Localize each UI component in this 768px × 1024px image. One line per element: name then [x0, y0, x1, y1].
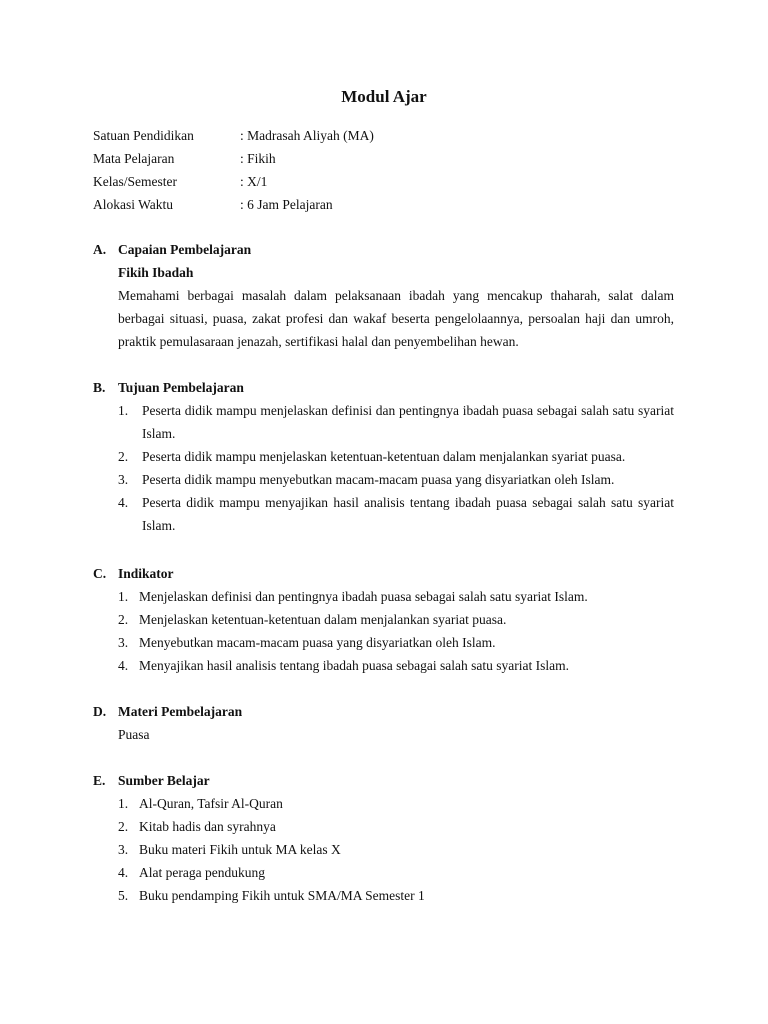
section-heading [93, 562, 674, 585]
list-text: Peserta didik mampu menyebutkan macam-macam puasa yang disyariatkan oleh Islam. [142, 472, 615, 487]
section-heading [93, 769, 674, 792]
section-subtitle: Fikih Ibadah [118, 265, 194, 280]
list-text: Alat peraga pendukung [139, 865, 265, 880]
identity-value: : Fikih [240, 151, 276, 166]
identity-value: : 6 Jam Pelajaran [240, 197, 333, 212]
list-number: 4. [118, 658, 129, 673]
section-heading [93, 238, 674, 261]
identity-value: : X/1 [240, 174, 268, 189]
section-indikator [93, 562, 674, 677]
section-title: Capaian Pembelajaran [118, 242, 252, 257]
list-text: Menyebutkan macam-macam puasa yang disyariatkan oleh Islam. [139, 635, 496, 650]
identity-label: Satuan Pendidikan [93, 128, 194, 143]
document-title: Modul Ajar [341, 87, 427, 106]
list-text: Menjelaskan ketentuan-ketentuan dalam menjalankan syariat puasa. [139, 612, 507, 627]
section-tujuan-pembelajaran [93, 376, 674, 537]
identity-row [93, 124, 693, 147]
list-number: 2. [118, 612, 129, 627]
list-item [118, 585, 674, 608]
section-sumber-belajar [93, 769, 674, 907]
section-letter: E. [93, 773, 106, 788]
list-text: Kitab hadis dan syrahnya [139, 819, 276, 834]
list-item [118, 399, 674, 445]
identity-label: Kelas/Semester [93, 174, 177, 189]
numbered-list [118, 792, 674, 907]
list-number: 3. [118, 472, 129, 487]
list-number: 3. [118, 842, 129, 857]
list-item [118, 468, 674, 491]
list-number: 1. [118, 589, 129, 604]
list-text: Al-Quran, Tafsir Al-Quran [139, 796, 283, 811]
list-text: Buku materi Fikih untuk MA kelas X [139, 842, 341, 857]
list-number: 4. [118, 865, 129, 880]
section-title: Materi Pembelajaran [118, 704, 243, 719]
list-number: 5. [118, 888, 129, 903]
list-item [118, 654, 674, 677]
identity-label: Alokasi Waktu [93, 197, 174, 212]
list-text: Buku pendamping Fikih untuk SMA/MA Semester 1 [139, 888, 425, 903]
list-text: Peserta didik mampu menjelaskan definisi dan pentingnya ibadah puasa sebagai salah satu syariat Islam. [142, 403, 674, 441]
list-number: 1. [118, 403, 129, 418]
numbered-list [118, 399, 674, 537]
section-letter: B. [93, 380, 106, 395]
list-text: Menjelaskan definisi dan pentingnya ibadah puasa sebagai salah satu syariat Islam. [139, 589, 588, 604]
list-number: 2. [118, 819, 129, 834]
identity-row [93, 193, 693, 216]
list-item [118, 445, 674, 468]
list-item [118, 815, 674, 838]
section-title: Tujuan Pembelajaran [118, 380, 244, 395]
section-paragraph: Memahami berbagai masalah dalam pelaksanaan ibadah yang mencakup thaharah, salat dalam berbagai situasi, puasa, zakat profesi dan wakaf beserta pengelolaannya, persoalan haji dan umroh, praktik pemulasaraan jenazah, sertifikasi halal dan penyembelihan hewan. [118, 288, 674, 349]
list-number: 1. [118, 796, 129, 811]
identity-row [93, 170, 693, 193]
list-number: 4. [118, 495, 129, 510]
list-item [118, 491, 674, 537]
identity-label: Mata Pelajaran [93, 151, 175, 166]
section-heading [93, 376, 674, 399]
section-title: Sumber Belajar [118, 773, 210, 788]
numbered-list [118, 585, 674, 677]
identity-value: : Madrasah Aliyah (MA) [240, 128, 374, 143]
list-item [118, 884, 674, 907]
section-text: Puasa [118, 727, 150, 742]
section-capaian-pembelajaran [93, 238, 674, 353]
section-title: Indikator [118, 566, 174, 581]
identity-row [93, 147, 693, 170]
list-number: 2. [118, 449, 129, 464]
list-item [118, 861, 674, 884]
section-letter: D. [93, 704, 107, 719]
section-letter: C. [93, 566, 107, 581]
list-item [118, 631, 674, 654]
section-letter: A. [93, 242, 107, 257]
list-item [118, 792, 674, 815]
section-materi-pembelajaran [93, 700, 674, 746]
list-text: Peserta didik mampu menyajikan hasil analisis tentang ibadah puasa sebagai salah satu syariat Islam. [142, 495, 674, 533]
identity-table [93, 124, 693, 216]
list-text: Menyajikan hasil analisis tentang ibadah puasa sebagai salah satu syariat Islam. [139, 658, 569, 673]
list-number: 3. [118, 635, 129, 650]
section-heading [93, 700, 674, 723]
list-item [118, 608, 674, 631]
list-text: Peserta didik mampu menjelaskan ketentuan-ketentuan dalam menjalankan syariat puasa. [142, 449, 626, 464]
list-item [118, 838, 674, 861]
